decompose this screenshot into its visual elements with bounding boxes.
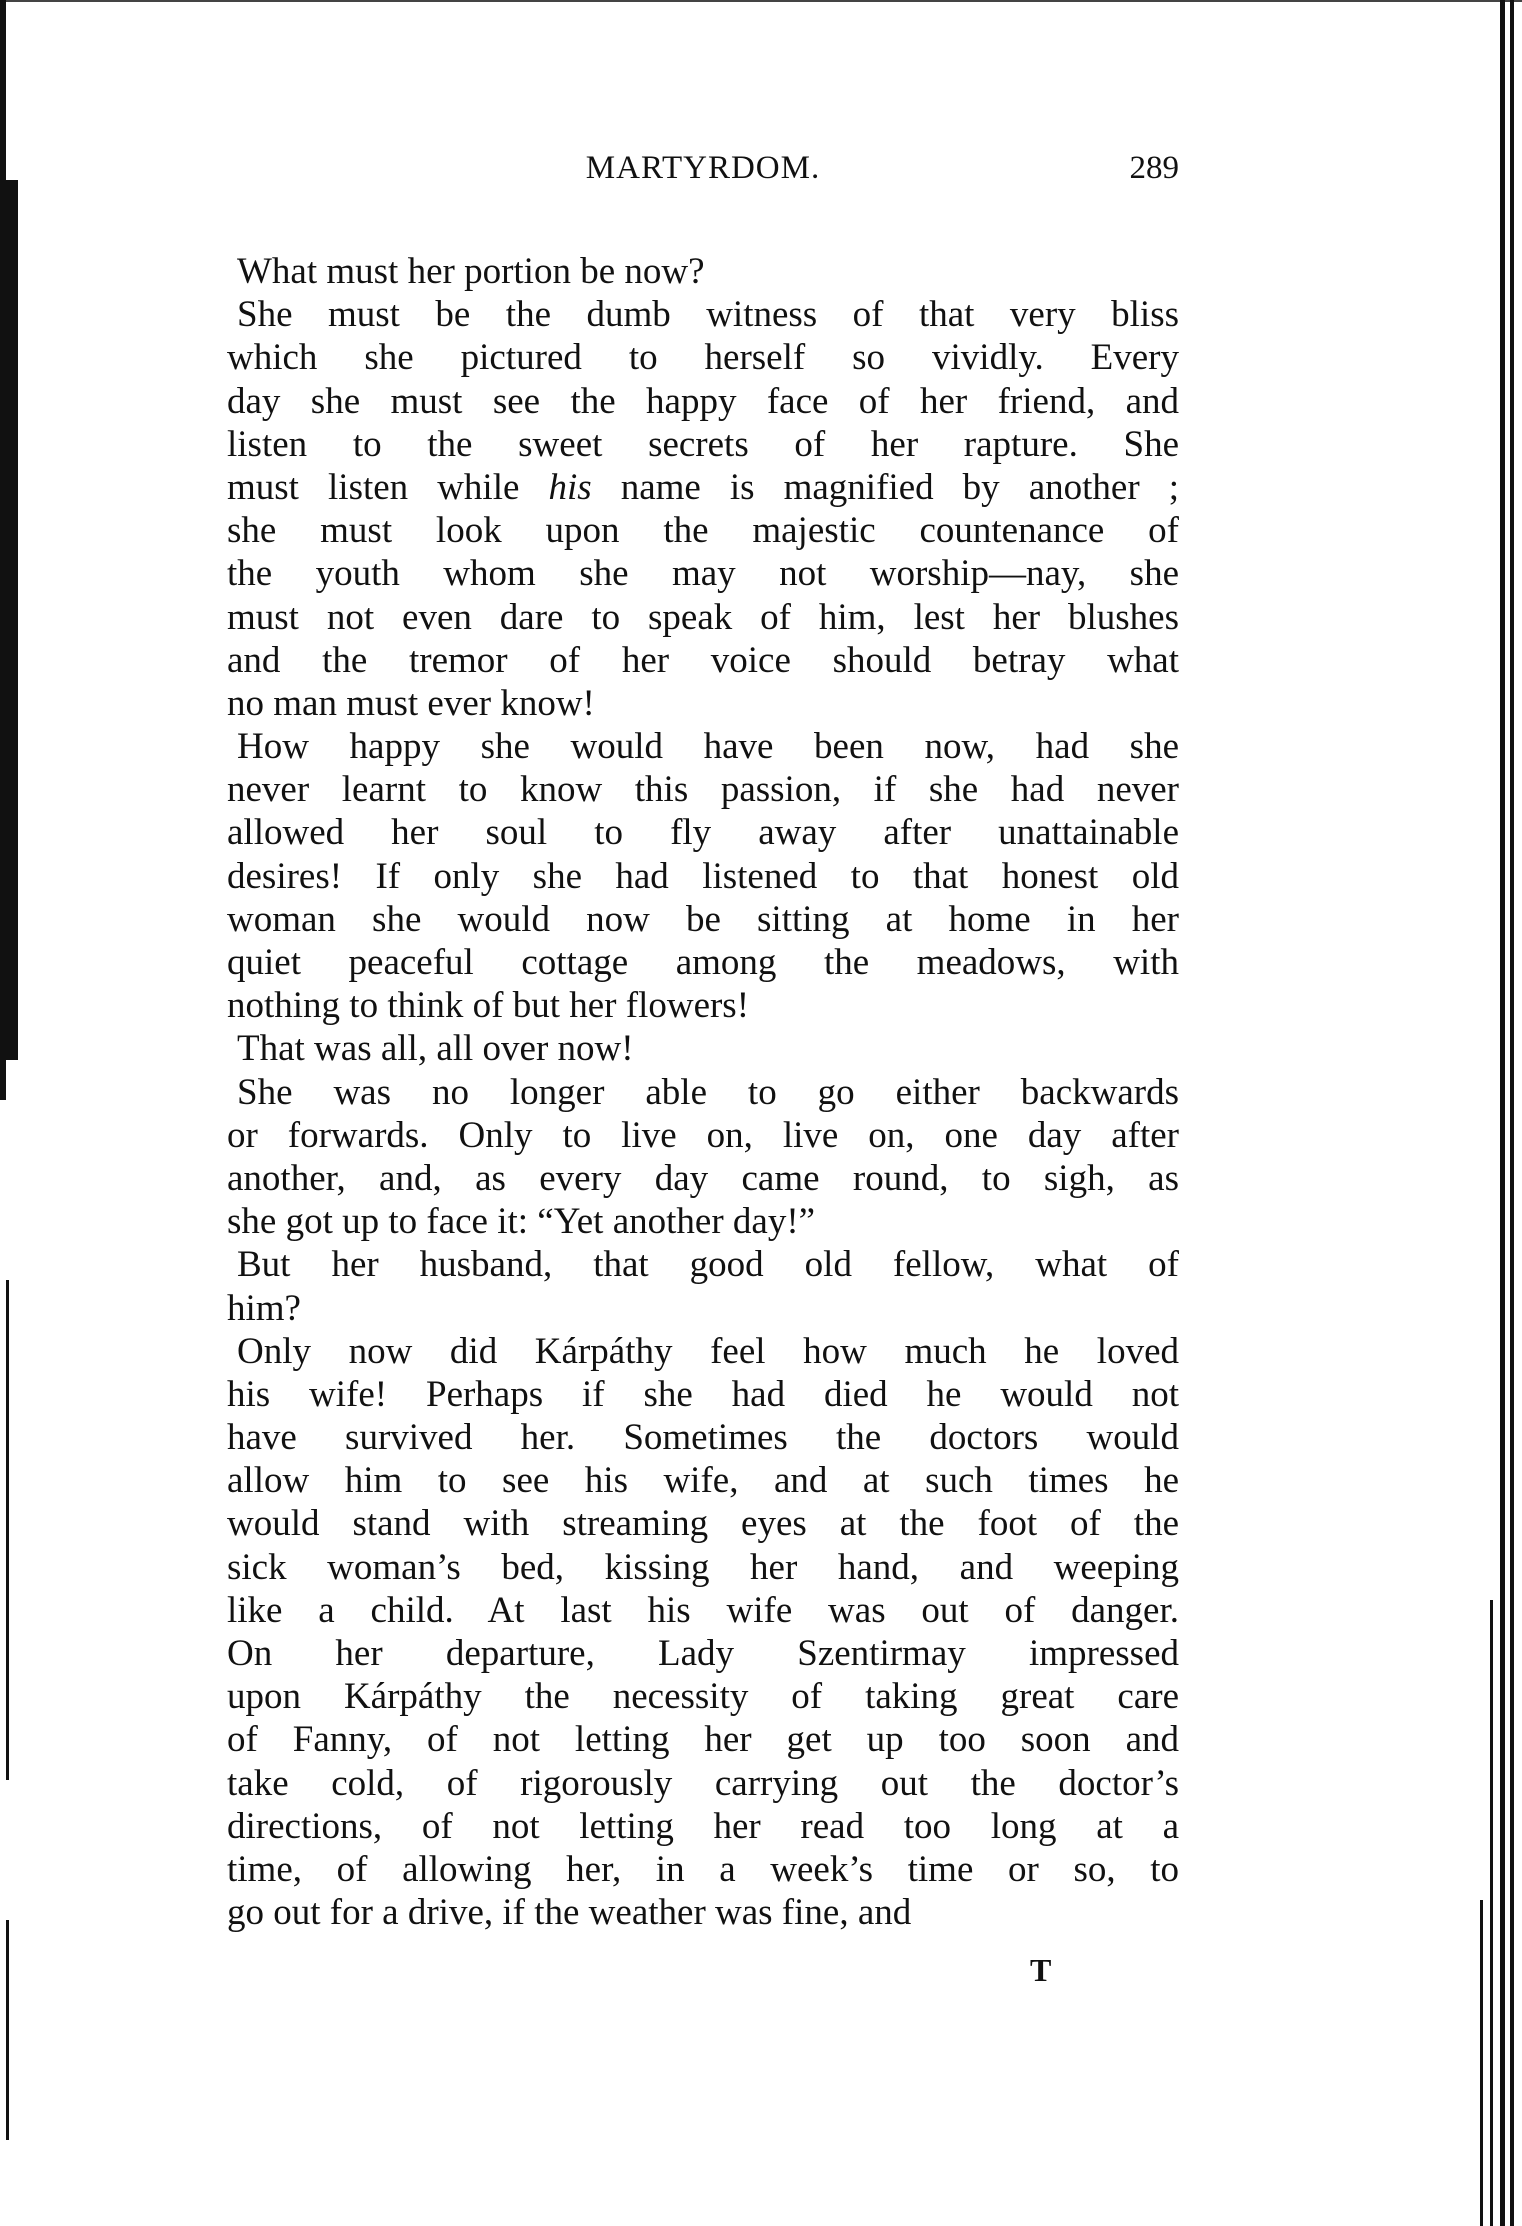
text-line: desires! If only she had listened to that honest old: [227, 855, 1179, 897]
text-segment: must listen while: [227, 466, 549, 508]
text-line: But her husband, that good old fellow, what of: [237, 1244, 1179, 1286]
text-line: she got up to face it: “Yet another day!”: [227, 1201, 816, 1243]
scan-edge-right: [1500, 0, 1505, 2226]
paragraph: [227, 250, 1179, 293]
text-line: She was no longer able to go either backwards: [237, 1071, 1179, 1113]
text-line: time, of allowing her, in a week’s time or so, to: [227, 1848, 1179, 1890]
scan-edge-left-bottom: [6, 1920, 9, 2140]
text-line: take cold, of rigorously carrying out the doctor’s: [227, 1762, 1179, 1804]
text-line: allowed her soul to fly away after unattainable: [227, 812, 1179, 854]
text-line: never learnt to know this passion, if she had never: [227, 769, 1179, 811]
scan-border-top: [0, 0, 1522, 2]
text-line: like a child. At last his wife was out of danger.: [227, 1589, 1179, 1631]
paragraph: [227, 1243, 1179, 1329]
paragraph: [227, 293, 1179, 725]
text-line: That was all, all over now!: [237, 1028, 634, 1070]
signature-mark: T: [1030, 1952, 1052, 1988]
text-line: nothing to think of but her flowers!: [227, 985, 750, 1027]
text-line: On her departure, Lady Szentirmay impressed: [227, 1633, 1179, 1674]
page-number: 289: [1129, 150, 1179, 186]
text-line: quiet peaceful cottage among the meadows, with: [227, 942, 1179, 983]
text-line: and the tremor of her voice should betray what: [227, 639, 1179, 681]
scan-edge-right-4: [1480, 1900, 1483, 2226]
text-line: go out for a drive, if the weather was fine, and: [227, 1892, 912, 1934]
text-line: directions, of not letting her read too long at a: [227, 1805, 1179, 1847]
paragraph: [227, 1027, 1179, 1070]
text-line: would stand with streaming eyes at the foot of the: [227, 1503, 1179, 1545]
text-line: his wife! Perhaps if she had died he would not: [227, 1373, 1179, 1415]
page-header: [227, 150, 1179, 200]
text-line: day she must see the happy face of her friend, and: [227, 380, 1179, 422]
text-line: of Fanny, of not letting her get up too soon and: [227, 1719, 1179, 1761]
paragraph: [227, 1071, 1179, 1244]
text-line: allow him to see his wife, and at such times he: [227, 1460, 1179, 1502]
scan-edge-left-thick: [6, 180, 18, 1060]
text-line: How happy she would have been now, had she: [237, 726, 1179, 768]
text-line: or forwards. Only to live on, live on, one day after: [227, 1114, 1179, 1156]
text-segment: name is magnified by another ;: [591, 466, 1179, 508]
text-line: she must look upon the majestic countenance of: [227, 510, 1179, 552]
running-title: MARTYRDOM.: [585, 150, 821, 186]
text-line: must not even dare to speak of him, lest her blushes: [227, 596, 1179, 638]
text-line: woman she would now be sitting at home in her: [227, 898, 1179, 940]
text-line: no man must ever know!: [227, 682, 595, 724]
scan-edge-right-3: [1490, 1600, 1493, 2226]
text-line: [227, 466, 1179, 509]
paragraph: [227, 725, 1179, 1027]
body-text: [227, 250, 1179, 1934]
text-line: have survived her. Sometimes the doctors would: [227, 1417, 1179, 1459]
text-line: the youth whom she may not worship—nay, she: [227, 553, 1179, 595]
text-line: Only now did Kárpáthy feel how much he loved: [237, 1330, 1179, 1372]
text-line: him?: [227, 1287, 301, 1329]
text-line: listen to the sweet secrets of her rapture. She: [227, 423, 1179, 465]
text-line: She must be the dumb witness of that very bliss: [237, 294, 1179, 336]
text-line: which she pictured to herself so vividly. Every: [227, 337, 1179, 379]
italic-word: his: [548, 466, 592, 508]
text-line: sick woman’s bed, kissing her hand, and weeping: [227, 1546, 1179, 1588]
text-line: What must her portion be now?: [237, 251, 705, 292]
text-line: another, and, as every day came round, to sigh, as: [227, 1157, 1179, 1199]
scan-edge-left-lower: [6, 1280, 9, 1780]
text-line: upon Kárpáthy the necessity of taking great care: [227, 1676, 1179, 1718]
scan-edge-right-2: [1510, 0, 1514, 2226]
paragraph: [227, 1330, 1179, 1935]
